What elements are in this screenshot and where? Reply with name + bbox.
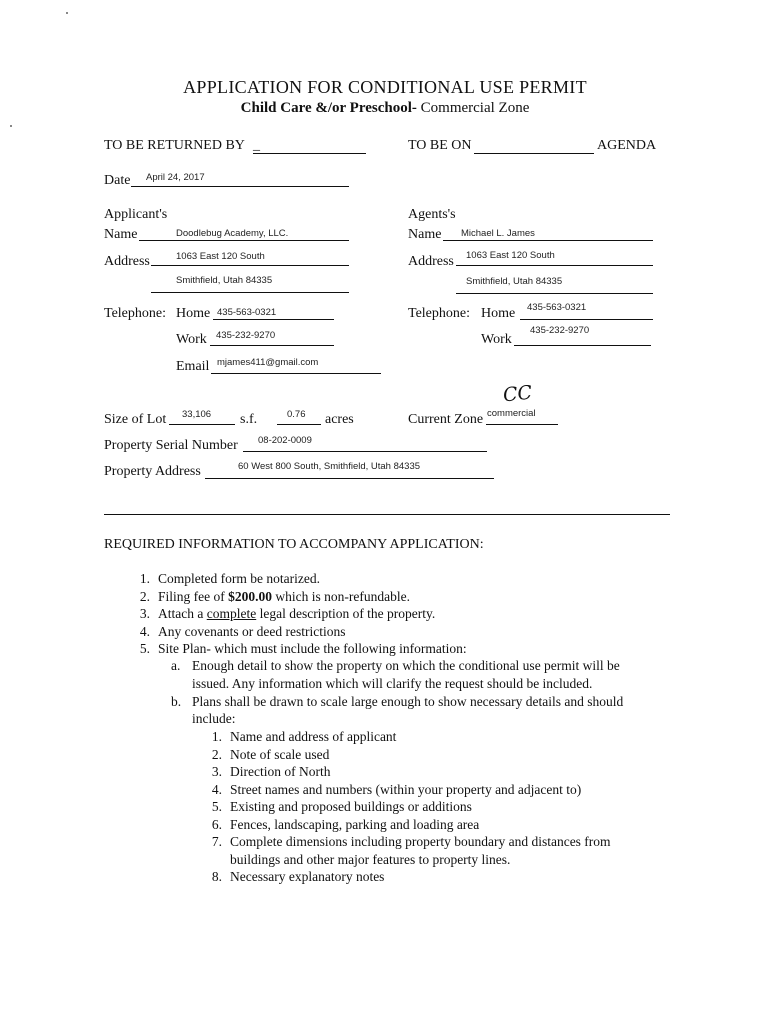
item-text: Fences, landscaping, parking and loading area <box>230 817 480 832</box>
lot-sf-label: s.f. <box>240 412 258 427</box>
item-number: 3. <box>139 606 150 621</box>
required-item <box>126 624 345 640</box>
required-item <box>126 589 410 605</box>
zone-label: Current Zone <box>408 412 484 427</box>
property-address-value[interactable]: 60 West 800 South, Smithfield, Utah 84335 <box>238 461 421 472</box>
subtitle-bold: Child Care &/or Preschool- <box>240 100 417 116</box>
filing-fee-amount: $200.00 <box>228 589 272 604</box>
item-number: 4. <box>211 782 222 797</box>
agent-name-label: Name <box>408 227 442 242</box>
property-address-line <box>205 478 494 479</box>
item-number: 1. <box>211 729 222 744</box>
agent-home-label: Home <box>481 306 516 321</box>
scan-speck <box>10 125 12 127</box>
lot-size-value[interactable]: 33,106 <box>182 409 212 420</box>
item-text: Site Plan- which must include the following information: <box>158 641 467 656</box>
plan-item <box>198 764 330 780</box>
item-text: Necessary explanatory notes <box>230 869 385 884</box>
plan-item <box>198 782 581 798</box>
plan-item <box>198 834 611 850</box>
subtitle-rest: Commercial Zone <box>416 100 530 116</box>
item-text-post: legal description of the property. <box>256 606 436 621</box>
applicant-work-value[interactable]: 435-232-9270 <box>216 330 276 341</box>
agent-name-value[interactable]: Michael L. James <box>461 228 535 239</box>
applicant-address-label: Address <box>104 254 150 269</box>
required-item <box>126 641 467 657</box>
applicant-name-line <box>139 240 349 241</box>
applicant-address-line1[interactable]: 1063 East 120 South <box>176 251 265 262</box>
required-item <box>126 571 320 587</box>
lot-acres-line <box>277 424 321 425</box>
item-number: 6. <box>211 817 222 832</box>
item-number: 4. <box>139 624 150 639</box>
item-number: 2. <box>139 589 150 604</box>
item-text: Name and address of applicant <box>230 729 397 744</box>
agent-address-line2[interactable]: Smithfield, Utah 84335 <box>466 276 563 287</box>
item-number: 1. <box>139 571 150 586</box>
agent-address-label: Address <box>408 254 454 269</box>
applicant-email-value[interactable]: mjames411@gmail.com <box>217 357 319 368</box>
applicant-address-line1-rule <box>151 265 349 266</box>
agent-address-line2-rule <box>456 293 653 294</box>
plan-item <box>198 817 479 833</box>
plan-item <box>198 729 396 745</box>
applicant-heading: Applicant's <box>104 207 168 222</box>
sub-item-label: a. <box>171 658 181 673</box>
returned-by-value[interactable]: _ <box>253 138 260 153</box>
sub-item-b <box>171 694 623 710</box>
sub-item-label: b. <box>171 694 182 709</box>
item-text-post: which is non-refundable. <box>272 589 410 604</box>
plan-item <box>198 869 384 885</box>
applicant-email-line <box>211 373 381 374</box>
lot-acres-label: acres <box>325 412 354 427</box>
applicant-home-line <box>213 319 334 320</box>
item-text-pre: Filing fee of <box>158 589 229 604</box>
item-text: buildings and other major features to property lines. <box>230 852 511 867</box>
applicant-name-label: Name <box>104 227 138 242</box>
section-divider <box>104 514 670 515</box>
agent-address-line1-rule <box>456 265 653 266</box>
agent-work-value[interactable]: 435-232-9270 <box>530 325 590 336</box>
item-text: Existing and proposed buildings or additions <box>230 799 472 814</box>
agent-name-line <box>443 240 653 241</box>
agent-address-line1[interactable]: 1063 East 120 South <box>466 250 555 261</box>
agent-heading: Agents's <box>408 207 456 222</box>
item-text-pre: Attach a <box>158 606 207 621</box>
item-text: Any covenants or deed restrictions <box>158 624 346 639</box>
applicant-work-label: Work <box>176 332 207 347</box>
plan-item-continued <box>198 852 510 868</box>
lot-size-label: Size of Lot <box>104 412 167 427</box>
applicant-address-line2[interactable]: Smithfield, Utah 84335 <box>176 275 273 286</box>
lot-size-line <box>169 424 235 425</box>
plan-item <box>198 747 329 763</box>
applicant-work-line <box>210 345 334 346</box>
item-text: Street names and numbers (within your property and adjacent to) <box>230 782 582 797</box>
agent-work-label: Work <box>481 332 512 347</box>
serial-line <box>243 451 487 452</box>
property-address-label: Property Address <box>104 464 201 479</box>
agenda-line[interactable] <box>474 153 594 154</box>
lot-acres-value[interactable]: 0.76 <box>287 409 306 420</box>
item-number: 2. <box>211 747 222 762</box>
page-subtitle <box>0 100 770 117</box>
item-text: Completed form be notarized. <box>158 571 320 586</box>
applicant-name-value[interactable]: Doodlebug Academy, LLC. <box>176 228 289 239</box>
returned-by-label: TO BE RETURNED BY <box>104 138 245 153</box>
agent-home-value[interactable]: 435-563-0321 <box>527 302 587 313</box>
on-agenda-label: TO BE ON <box>408 138 472 153</box>
applicant-telephone-label: Telephone: <box>104 306 166 321</box>
applicant-home-label: Home <box>176 306 211 321</box>
item-text: Complete dimensions including property boundary and distances from <box>230 834 611 849</box>
sub-item-a <box>171 658 620 674</box>
date-line <box>131 186 349 187</box>
sub-item-text: Enough detail to show the property on which the conditional use permit will be <box>192 658 620 673</box>
item-number: 3. <box>211 764 222 779</box>
item-text: Note of scale used <box>230 747 330 762</box>
zone-line <box>486 424 558 425</box>
sub-item-text: Plans shall be drawn to scale large enough to show necessary details and should <box>192 694 624 709</box>
item-number: 8. <box>211 869 222 884</box>
agenda-label: AGENDA <box>597 138 657 153</box>
item-text: Direction of North <box>230 764 331 779</box>
page-title: APPLICATION FOR CONDITIONAL USE PERMIT <box>183 77 587 97</box>
sub-item-a-continued: issued. Any information which will clarify the request should be included. <box>192 676 593 691</box>
serial-value[interactable]: 08-202-0009 <box>258 435 312 446</box>
applicant-address-line2-rule <box>151 292 349 293</box>
date-label: Date <box>104 173 131 188</box>
agent-work-line <box>514 345 651 346</box>
agent-telephone-label: Telephone: <box>408 306 470 321</box>
serial-label: Property Serial Number <box>104 438 238 453</box>
agent-home-line <box>520 319 653 320</box>
sub-item-b-continued: include: <box>192 711 236 726</box>
scan-speck <box>66 12 68 14</box>
returned-by-line <box>253 153 366 154</box>
item-number: 5. <box>211 799 222 814</box>
plan-item <box>198 799 472 815</box>
zone-value[interactable]: commercial <box>487 408 536 419</box>
applicant-home-value[interactable]: 435-563-0321 <box>217 307 277 318</box>
item-number: 5. <box>139 641 150 656</box>
required-heading: REQUIRED INFORMATION TO ACCOMPANY APPLICATION: <box>104 537 484 552</box>
item-number: 7. <box>211 834 222 849</box>
zone-initials: CC <box>501 381 534 407</box>
date-value[interactable]: April 24, 2017 <box>146 172 205 183</box>
applicant-email-label: Email <box>176 359 210 374</box>
complete-underlined: complete <box>206 606 257 621</box>
required-item <box>126 606 435 622</box>
